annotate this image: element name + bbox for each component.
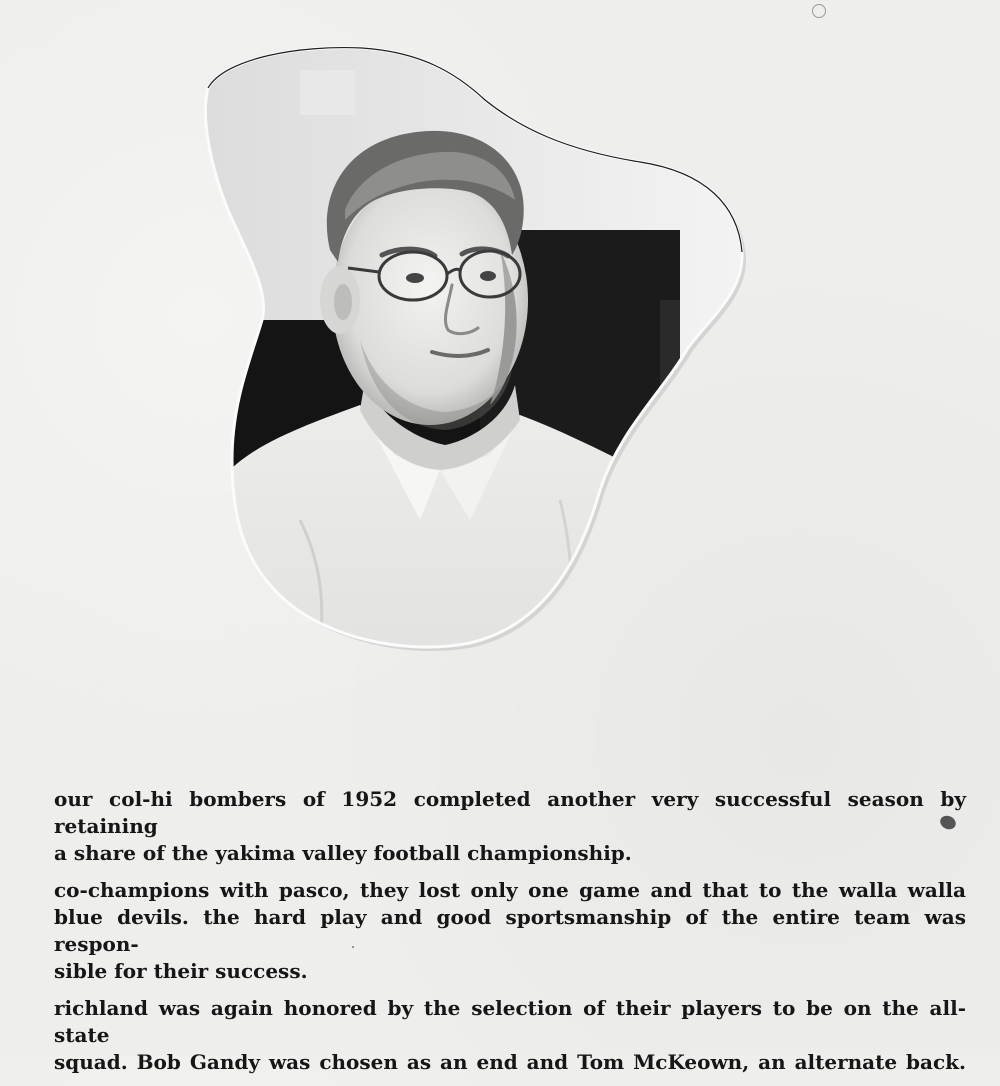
text-line: richland was again honored by the selection of their players to be on the all-state (54, 996, 966, 1047)
text-line: co-champions with pasco, they lost only one game and that to the walla walla (54, 878, 966, 902)
text-line: our col-hi bombers of 1952 completed another very successful season by retaining (54, 787, 966, 838)
paper-speck (812, 4, 826, 18)
text-line: squad. Bob Gandy was chosen as an end and Tom McKeown, an alternate back. (54, 1050, 966, 1074)
article-text (54, 786, 966, 1086)
text-line: a share of the yakima valley football championship. (54, 841, 632, 865)
paragraph-1 (54, 786, 966, 867)
paragraph-2 (54, 877, 966, 985)
text-line: blue devils. the hard play and good sportsmanship of the entire team was respon- (54, 905, 966, 956)
portrait-svg (200, 40, 750, 655)
text-line: sible for their success. (54, 959, 308, 983)
paragraph-3 (54, 995, 966, 1076)
coach-portrait-photo (200, 40, 750, 655)
